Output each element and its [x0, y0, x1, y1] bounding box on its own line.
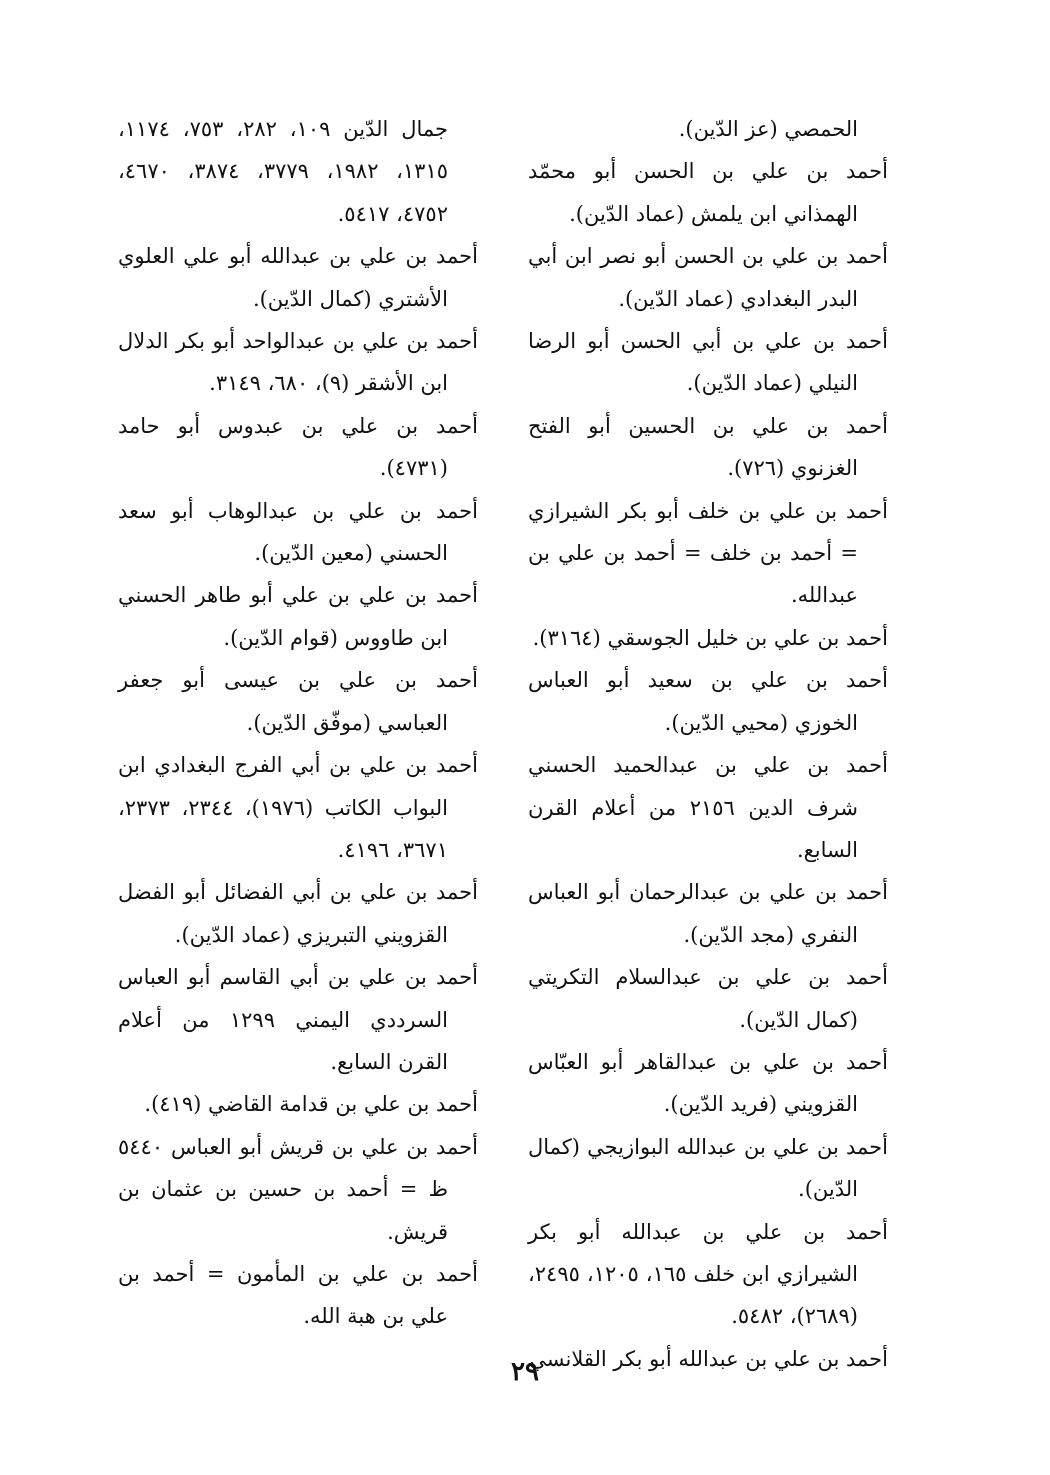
index-entry: أحمد بن علي بن عبدالله أبو بكر القلانسي [529, 1346, 888, 1371]
index-entry: أحمد بن علي بن عبدوس أبو حامد (٤٧٣١). [118, 413, 478, 481]
index-entry: أحمد بن علي بن المأمون = أحمد بن علي بن هبة الله. [118, 1261, 478, 1329]
index-entry: أحمد بن علي بن عبدالحميد الحسني شرف الدين ٢١٥٦ من أعلام القرن السابع. [528, 753, 888, 862]
index-entry: أحمد بن علي بن عبدالله أبو بكر الشيرازي ابن خلف ١٦٥، ١٢٠٥، ٢٤٩٥، (٢٦٨٩)، ٥٤٨٢. [528, 1219, 888, 1329]
index-entry: أحمد بن علي بن سعيد أبو العباس الخوزي (محيي الدّين). [528, 668, 888, 735]
index-entry: أحمد بن علي بن قدامة القاضي (٤١٩). [144, 1092, 478, 1117]
index-entry: أحمد بن علي بن الحسن أبو محمّد الهمذاني ابن يلمش (عماد الدّين). [528, 159, 888, 226]
index-entry: أحمد بن علي بن قريش أبو العباس ٥٤٤٠ ظ = أحمد بن حسين بن عثمان بن قريش. [118, 1134, 478, 1244]
index-entry: أحمد بن علي بن عبدالرحمان أبو العباس النفري (مجد الدّين). [528, 880, 888, 947]
index-entry: أحمد بن علي بن علي أبو طاهر الحسني ابن طاووس (قوام الدّين). [118, 583, 478, 650]
index-entry: أحمد بن علي بن عبدالسلام التكريتي (كمال الدّين). [528, 965, 888, 1032]
index-entry: أحمد بن علي بن عبدالله البوازيجي (كمال الدّين). [528, 1134, 888, 1202]
index-entry: أحمد بن علي بن أبي القاسم أبو العباس السرددي اليمني ١٢٩٩ من أعلام القرن السابع. [118, 965, 478, 1074]
index-entry: أحمد بن علي بن خليل الجوسقي (٣١٦٤). [532, 625, 888, 650]
index-entry: الحمصي (عز الدّين). [678, 117, 858, 141]
index-entry: أحمد بن علي بن الحسن أبو نصر ابن أبي البدر البغدادي (عماد الدّين). [528, 244, 888, 311]
index-entry: أحمد بن علي بن أبي الفضائل أبو الفضل القزويني التبريزي (عماد الدّين). [118, 880, 478, 947]
index-entry: أحمد بن علي بن أبي الفرج البغدادي ابن البواب الكاتب (١٩٧٦)، ٢٣٤٤، ٢٣٧٣، ٣٦٧١، ٤١٩٦. [118, 753, 478, 862]
index-entry: أحمد بن علي بن عبدالله أبو علي العلوي الأشتري (كمال الدّين). [118, 244, 478, 311]
right-column [528, 108, 888, 1380]
index-entry: أحمد بن علي بن الحسين أبو الفتح الغزنوي (٧٢٦). [528, 413, 888, 481]
index-entry: أحمد بن علي بن عيسى أبو جعفر العباسي (موفّق الدّين). [118, 668, 478, 735]
index-entry: أحمد بن علي بن أبي الحسن أبو الرضا النيلي (عماد الدّين). [528, 329, 888, 396]
index-entry: أحمد بن علي بن عبدالوهاب أبو سعد الحسني (معين الدّين). [118, 498, 478, 566]
index-entry: أحمد بن علي بن عبدالقاهر أبو العبّاس القزويني (فريد الدّين). [528, 1049, 888, 1117]
index-entry: جمال الدّين ١٠٩، ٢٨٢، ٧٥٣، ١١٧٤، ١٣١٥، ١٩٨٢، ٣٧٧٩، ٣٨٧٤، ٤٦٧٠، ٤٧٥٢، ٥٤١٧. [118, 117, 449, 226]
left-column [118, 108, 478, 1338]
index-entry: أحمد بن علي بن خلف أبو بكر الشيرازي = أحمد بن خلف = أحمد بن علي بن عبدالله. [528, 498, 888, 608]
page-number: ٢٩ [511, 1357, 539, 1387]
index-entry: أحمد بن علي بن عبدالواحد أبو بكر الدلال ابن الأشقر (٩)، ٦٨٠، ٣١٤٩. [118, 329, 478, 396]
